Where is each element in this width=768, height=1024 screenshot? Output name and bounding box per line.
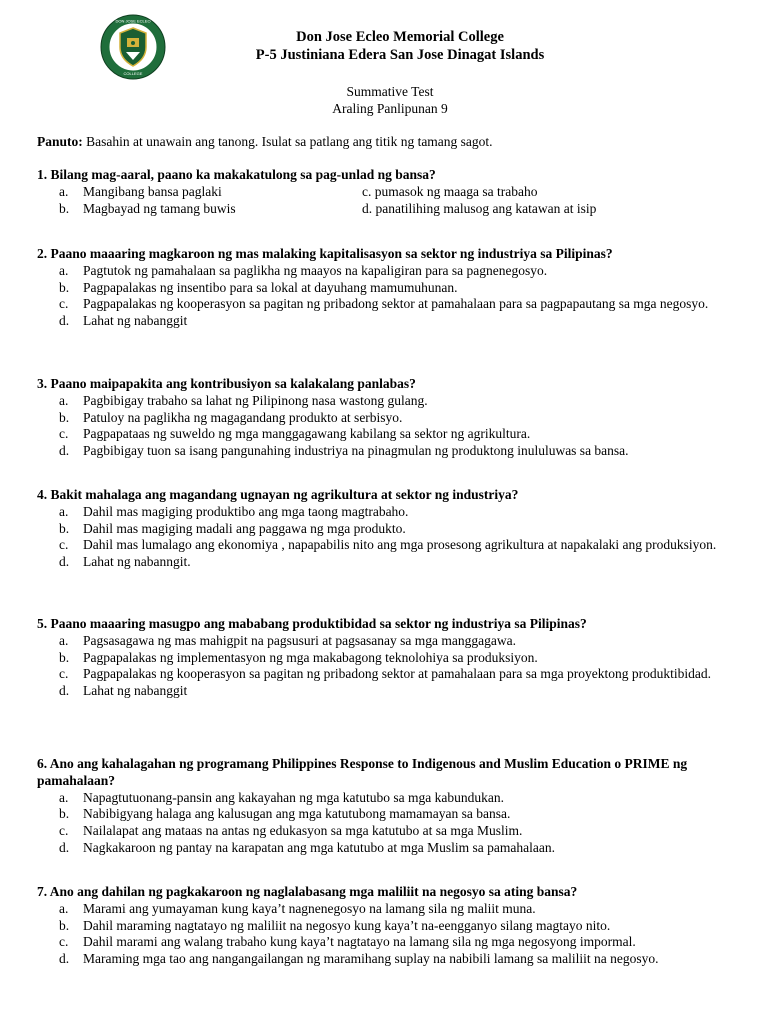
choice-b xyxy=(37,521,737,538)
question-4 xyxy=(37,487,737,571)
choice-letter: a. xyxy=(59,789,69,805)
choice-a xyxy=(37,263,737,280)
choice-b xyxy=(37,650,737,667)
choice-text: Pagsasagawa ng mas mahigpit na pagsusuri at pagsasanay sa mga manggagawa. xyxy=(83,632,517,648)
choice-d xyxy=(37,683,737,700)
choice-text: Magbayad ng tamang buwis xyxy=(83,200,236,216)
choice-text: Pagpapalakas ng kooperasyon sa pagitan ng pribadong sektor at pamahalaan para sa mga proyektong produktibidad. xyxy=(83,666,711,682)
choice-text: Dahil mas lumalago ang ekonomiya , napapabilis nito ang mga prosesong agrikultura at napakalaki ang produksiyon. xyxy=(83,537,717,553)
choice-b xyxy=(37,201,362,218)
choice-a xyxy=(37,633,737,650)
choice-d xyxy=(37,951,737,968)
choice-text: Dahil mas magiging produktibo ang mga taong magtrabaho. xyxy=(83,503,409,519)
choice-text: Marami ang yumayaman kung kaya’t nagnenegosyo na lamang sila ng maliit muna. xyxy=(83,900,536,916)
choice-letter: d. xyxy=(59,683,70,699)
question-1 xyxy=(37,167,737,217)
choice-letter: d. xyxy=(59,951,70,967)
question-6 xyxy=(37,756,737,857)
choice-letter: a. xyxy=(59,900,69,916)
choice-text: Pagpapalakas ng kooperasyon sa pagitan ng pribadong sektor at pamahalaan para sa pagpapautang sa mga negosyo. xyxy=(83,296,709,312)
question-text: 3. Paano maipapakita ang kontribusiyon sa kalakalang panlabas? xyxy=(37,376,416,391)
choice-text: Lahat ng nabanggit xyxy=(83,313,188,329)
choice-text: Dahil marami ang walang trabaho kung kaya’t nagtatayo na lamang sila ng mga negosyong impormal. xyxy=(83,934,636,950)
choice-text: Nabibigyang halaga ang kalusugan ang mga katutubong mamamayan sa bansa. xyxy=(83,806,511,822)
choice-d xyxy=(37,840,737,857)
choice-letter: b. xyxy=(59,200,70,216)
test-title: Summative Test xyxy=(346,84,434,99)
choice-d xyxy=(37,313,737,330)
choice-text: Pagtutok ng pamahalaan sa paglikha ng maayos na kapaligiran para sa pagnenegosyo. xyxy=(83,262,548,278)
question-text: 6. Ano ang kahalagahan ng programang Philippines Response to Indigenous and Muslim Education o PRIME ng pamahalaan? xyxy=(37,756,688,788)
choice-text: Lahat ng nabanngit. xyxy=(83,554,191,570)
choice-d xyxy=(362,201,737,218)
choice-text: Lahat ng nabanggit xyxy=(83,683,188,699)
choice-text: c. pumasok ng maaga sa trabaho xyxy=(362,183,538,199)
choice-letter: b. xyxy=(59,806,70,822)
question-text: 5. Paano maaaring masugpo ang mababang produktibidad sa sektor ng industriya sa Pilipinas? xyxy=(37,616,587,631)
choice-a xyxy=(37,504,737,521)
question-3 xyxy=(37,376,737,460)
choice-a xyxy=(37,184,362,201)
choice-text: Pagpapataas ng suweldo ng mga manggagawang kabilang sa sektor ng agrikultura. xyxy=(83,426,531,442)
choice-c xyxy=(362,184,737,201)
question-text: 7. Ano ang dahilan ng pagkakaroon ng naglalabasang mga maliliit na negosyo sa ating bansa? xyxy=(37,884,578,899)
school-address: P-5 Justiniana Edera San Jose Dinagat Islands xyxy=(255,47,545,63)
choice-letter: c. xyxy=(59,296,69,312)
choice-b xyxy=(37,918,737,935)
choice-letter: a. xyxy=(59,392,69,408)
choice-d xyxy=(37,554,737,571)
question-7 xyxy=(37,884,737,968)
choice-text: Dahil mas magiging madali ang paggawa ng mga produkto. xyxy=(83,520,406,536)
choice-letter: b. xyxy=(59,520,70,536)
instructions-text: Basahin at unawain ang tanong. Isulat sa patlang ang titik ng tamang sagot. xyxy=(82,134,493,149)
choice-letter: b. xyxy=(59,279,70,295)
question-5 xyxy=(37,616,737,700)
svg-text:COLLEGE: COLLEGE xyxy=(123,71,143,76)
choice-a xyxy=(37,393,737,410)
choice-d xyxy=(37,443,737,460)
choice-text: Pagbibigay trabaho sa lahat ng Pilipinong nasa wastong gulang. xyxy=(83,392,428,408)
choice-letter: b. xyxy=(59,649,70,665)
choice-text: Napagtutuonang-pansin ang kakayahan ng mga katutubo sa mga kabundukan. xyxy=(83,789,505,805)
choice-c xyxy=(37,296,737,313)
choice-letter: a. xyxy=(59,632,69,648)
choice-letter: a. xyxy=(59,183,69,199)
svg-text:DON JOSE ECLEO: DON JOSE ECLEO xyxy=(115,18,151,24)
choice-b xyxy=(37,806,737,823)
choice-letter: c. xyxy=(59,666,69,682)
choice-a xyxy=(37,901,737,918)
choice-text: Dahil maraming nagtatayo ng maliliit na negosyo kung kaya’t na-eengganyo silang magtayo nito. xyxy=(83,917,611,933)
choice-letter: c. xyxy=(59,823,69,839)
choice-text: Nailalapat ang mataas na antas ng edukasyon sa mga katutubo at sa mga Muslim. xyxy=(83,823,523,839)
choice-c xyxy=(37,537,737,554)
choice-c xyxy=(37,934,737,951)
choice-letter: b. xyxy=(59,409,70,425)
choice-c xyxy=(37,426,737,443)
choice-b xyxy=(37,280,737,297)
question-2 xyxy=(37,246,737,330)
question-text: 4. Bakit mahalaga ang magandang ugnayan ng agrikultura at sektor ng industriya? xyxy=(37,487,519,502)
choice-a xyxy=(37,790,737,807)
choice-letter: c. xyxy=(59,426,69,442)
choice-text: d. panatilihing malusog ang katawan at isip xyxy=(362,200,597,216)
choice-c xyxy=(37,666,737,683)
choice-c xyxy=(37,823,737,840)
choice-text: Pagpapalakas ng implementasyon ng mga makabagong teknolohiya sa produksiyon. xyxy=(83,649,538,665)
instructions xyxy=(37,134,493,150)
question-text: 2. Paano maaaring magkaroon ng mas malaking kapitalisasyon sa sektor ng industriya sa Pilipinas? xyxy=(37,246,613,261)
choices-row xyxy=(37,184,737,218)
choice-letter: d. xyxy=(59,443,70,459)
choice-letter: a. xyxy=(59,503,69,519)
subject-title: Araling Panlipunan 9 xyxy=(332,101,448,116)
choice-text: Pagpapalakas ng insentibo para sa lokal at dayuhang mamumuhunan. xyxy=(83,279,458,295)
choice-letter: b. xyxy=(59,917,70,933)
choice-b xyxy=(37,410,737,427)
choice-text: Maraming mga tao ang nangangailangan ng maramihang suplay na nabibili lamang sa maliliit na negosyo. xyxy=(83,951,659,967)
choice-letter: d. xyxy=(59,554,70,570)
choice-text: Pagbibigay tuon sa isang pangunahing industriya na pinagmulan ng produktong inululuwas sa bansa. xyxy=(83,443,629,459)
choice-letter: d. xyxy=(59,839,70,855)
choice-letter: d. xyxy=(59,313,70,329)
choice-letter: c. xyxy=(59,934,69,950)
choice-text: Nagkakaroon ng pantay na karapatan ang mga katutubo at mga Muslim sa pamahalaan. xyxy=(83,839,555,855)
instructions-label: Panuto: xyxy=(37,134,83,149)
choice-letter: a. xyxy=(59,262,69,278)
choice-letter: c. xyxy=(59,537,69,553)
school-name: Don Jose Ecleo Memorial College xyxy=(296,29,504,45)
question-text: 1. Bilang mag-aaral, paano ka makakatulong sa pag-unlad ng bansa? xyxy=(37,167,436,182)
choice-text: Mangibang bansa paglaki xyxy=(83,183,222,199)
choice-text: Patuloy na paglikha ng magagandang produkto at serbisyo. xyxy=(83,409,403,425)
